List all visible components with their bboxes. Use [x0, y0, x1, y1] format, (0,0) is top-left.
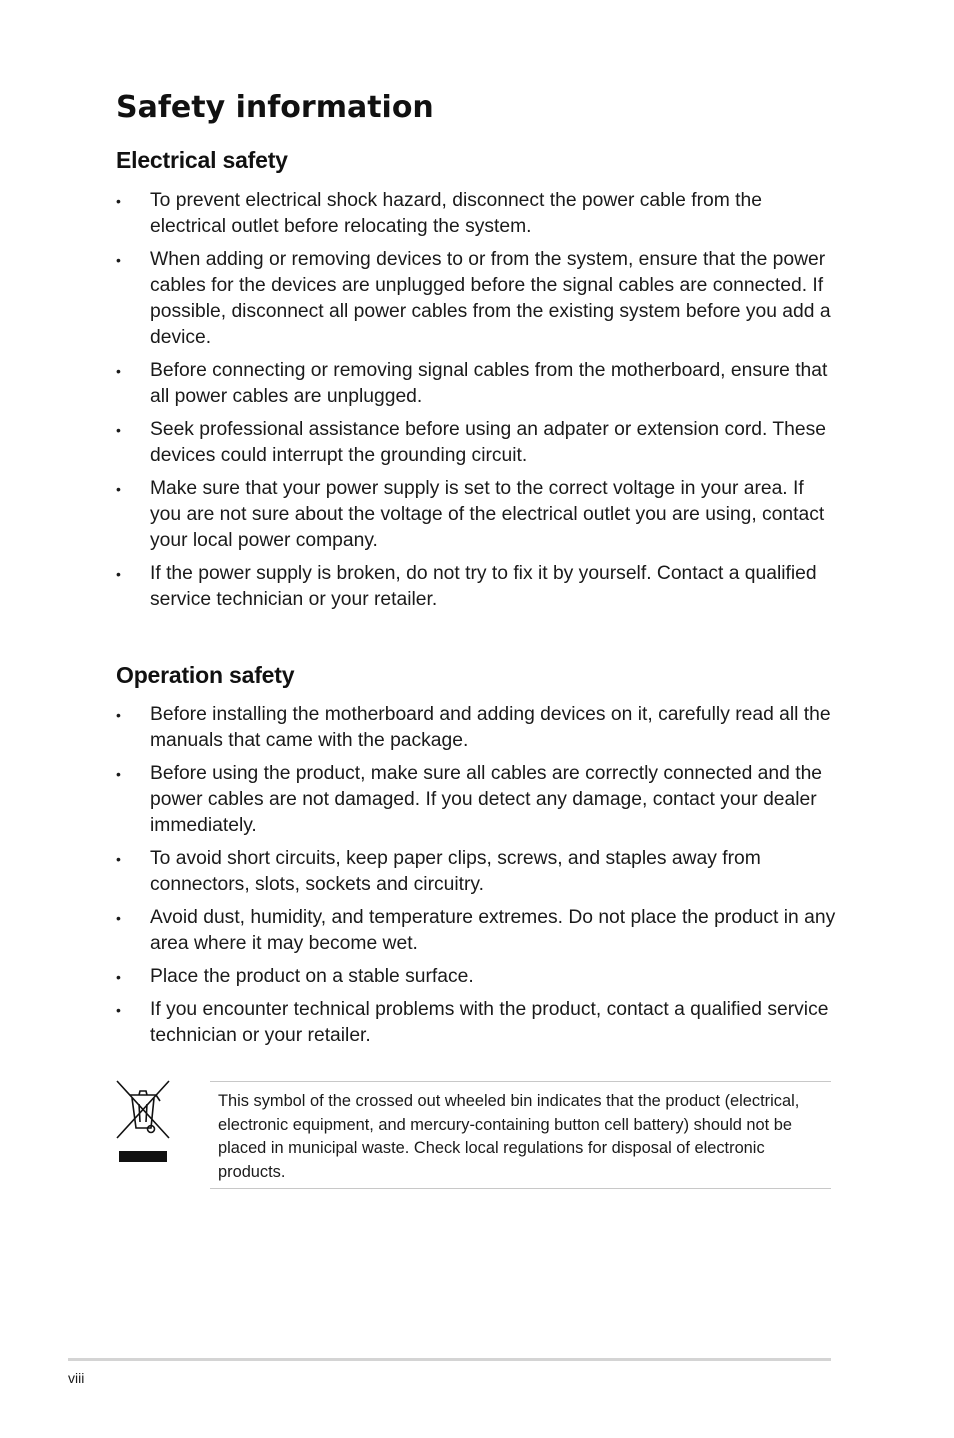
list-item [116, 247, 836, 351]
bullet-icon: • [116, 1002, 121, 1018]
list-item-text: Before installing the motherboard and adding devices on it, carefully read all the manuals that came with the package. [150, 704, 831, 751]
bullet-icon: • [116, 707, 121, 723]
list-item-text: Before connecting or removing signal cables from the motherboard, ensure that all power cables are unplugged. [150, 360, 828, 407]
weee-notice-text: This symbol of the crossed out wheeled bin indicates that the product (electrical, electronic equipment, and mercury-containing button cell battery) should not be placed in municipal waste. Check local regulations for disposal of electronic products. [218, 1092, 800, 1181]
page-title: Safety information [116, 90, 434, 125]
bullet-icon: • [116, 566, 121, 582]
weee-notice [210, 1081, 831, 1189]
list-item-text: If the power supply is broken, do not try to fix it by yourself. Contact a qualified service technician or your retailer. [150, 563, 817, 610]
list-item-text: Make sure that your power supply is set to the correct voltage in your area. If you are not sure about the voltage of the electrical outlet you are using, contact your local power company. [150, 478, 825, 551]
list-item-text: Before using the product, make sure all cables are correctly connected and the power cables are not damaged. If you detect any damage, contact your dealer immediately. [150, 763, 823, 836]
list-item-text: To prevent electrical shock hazard, disconnect the power cable from the electrical outlet before relocating the system. [150, 190, 762, 237]
list-item [116, 702, 836, 754]
list-item [116, 188, 836, 240]
list-item [116, 561, 836, 613]
list-item [116, 358, 836, 410]
list-item [116, 846, 836, 898]
list-item [116, 964, 836, 990]
operation-safety-heading: Operation safety [116, 662, 295, 688]
bullet-icon: • [116, 481, 121, 497]
operation-safety-list [116, 702, 836, 1056]
list-item-text: To avoid short circuits, keep paper clips, screws, and staples away from connectors, slots, sockets and circuitry. [150, 848, 761, 895]
bullet-icon: • [116, 910, 121, 926]
list-item-text: Avoid dust, humidity, and temperature extremes. Do not place the product in any area where it may become wet. [150, 907, 836, 954]
list-item [116, 417, 836, 469]
bullet-icon: • [116, 969, 121, 985]
electrical-safety-list [116, 188, 836, 620]
electrical-safety-heading: Electrical safety [116, 147, 288, 173]
bullet-icon: • [116, 252, 121, 268]
list-item [116, 905, 836, 957]
bullet-icon: • [116, 766, 121, 782]
list-item [116, 476, 836, 554]
list-item-text: Place the product on a stable surface. [150, 966, 474, 987]
bullet-icon: • [116, 193, 121, 209]
list-item-text: If you encounter technical problems with the product, contact a qualified service technician or your retailer. [150, 999, 829, 1046]
list-item-text: When adding or removing devices to or from the system, ensure that the power cables for the devices are unplugged before the signal cables are connected. If possible, disconnect all power cables from the existing system before you add a device. [150, 249, 831, 348]
list-item [116, 761, 836, 839]
list-item [116, 997, 836, 1049]
footer-divider [68, 1358, 831, 1361]
page-number: viii [68, 1370, 85, 1386]
list-item-text: Seek professional assistance before using an adpater or extension cord. These devices could interrupt the grounding circuit. [150, 419, 826, 466]
bullet-icon: • [116, 851, 121, 867]
bullet-icon: • [116, 422, 121, 438]
bullet-icon: • [116, 363, 121, 379]
crossed-out-wheeled-bin-icon [115, 1078, 171, 1164]
